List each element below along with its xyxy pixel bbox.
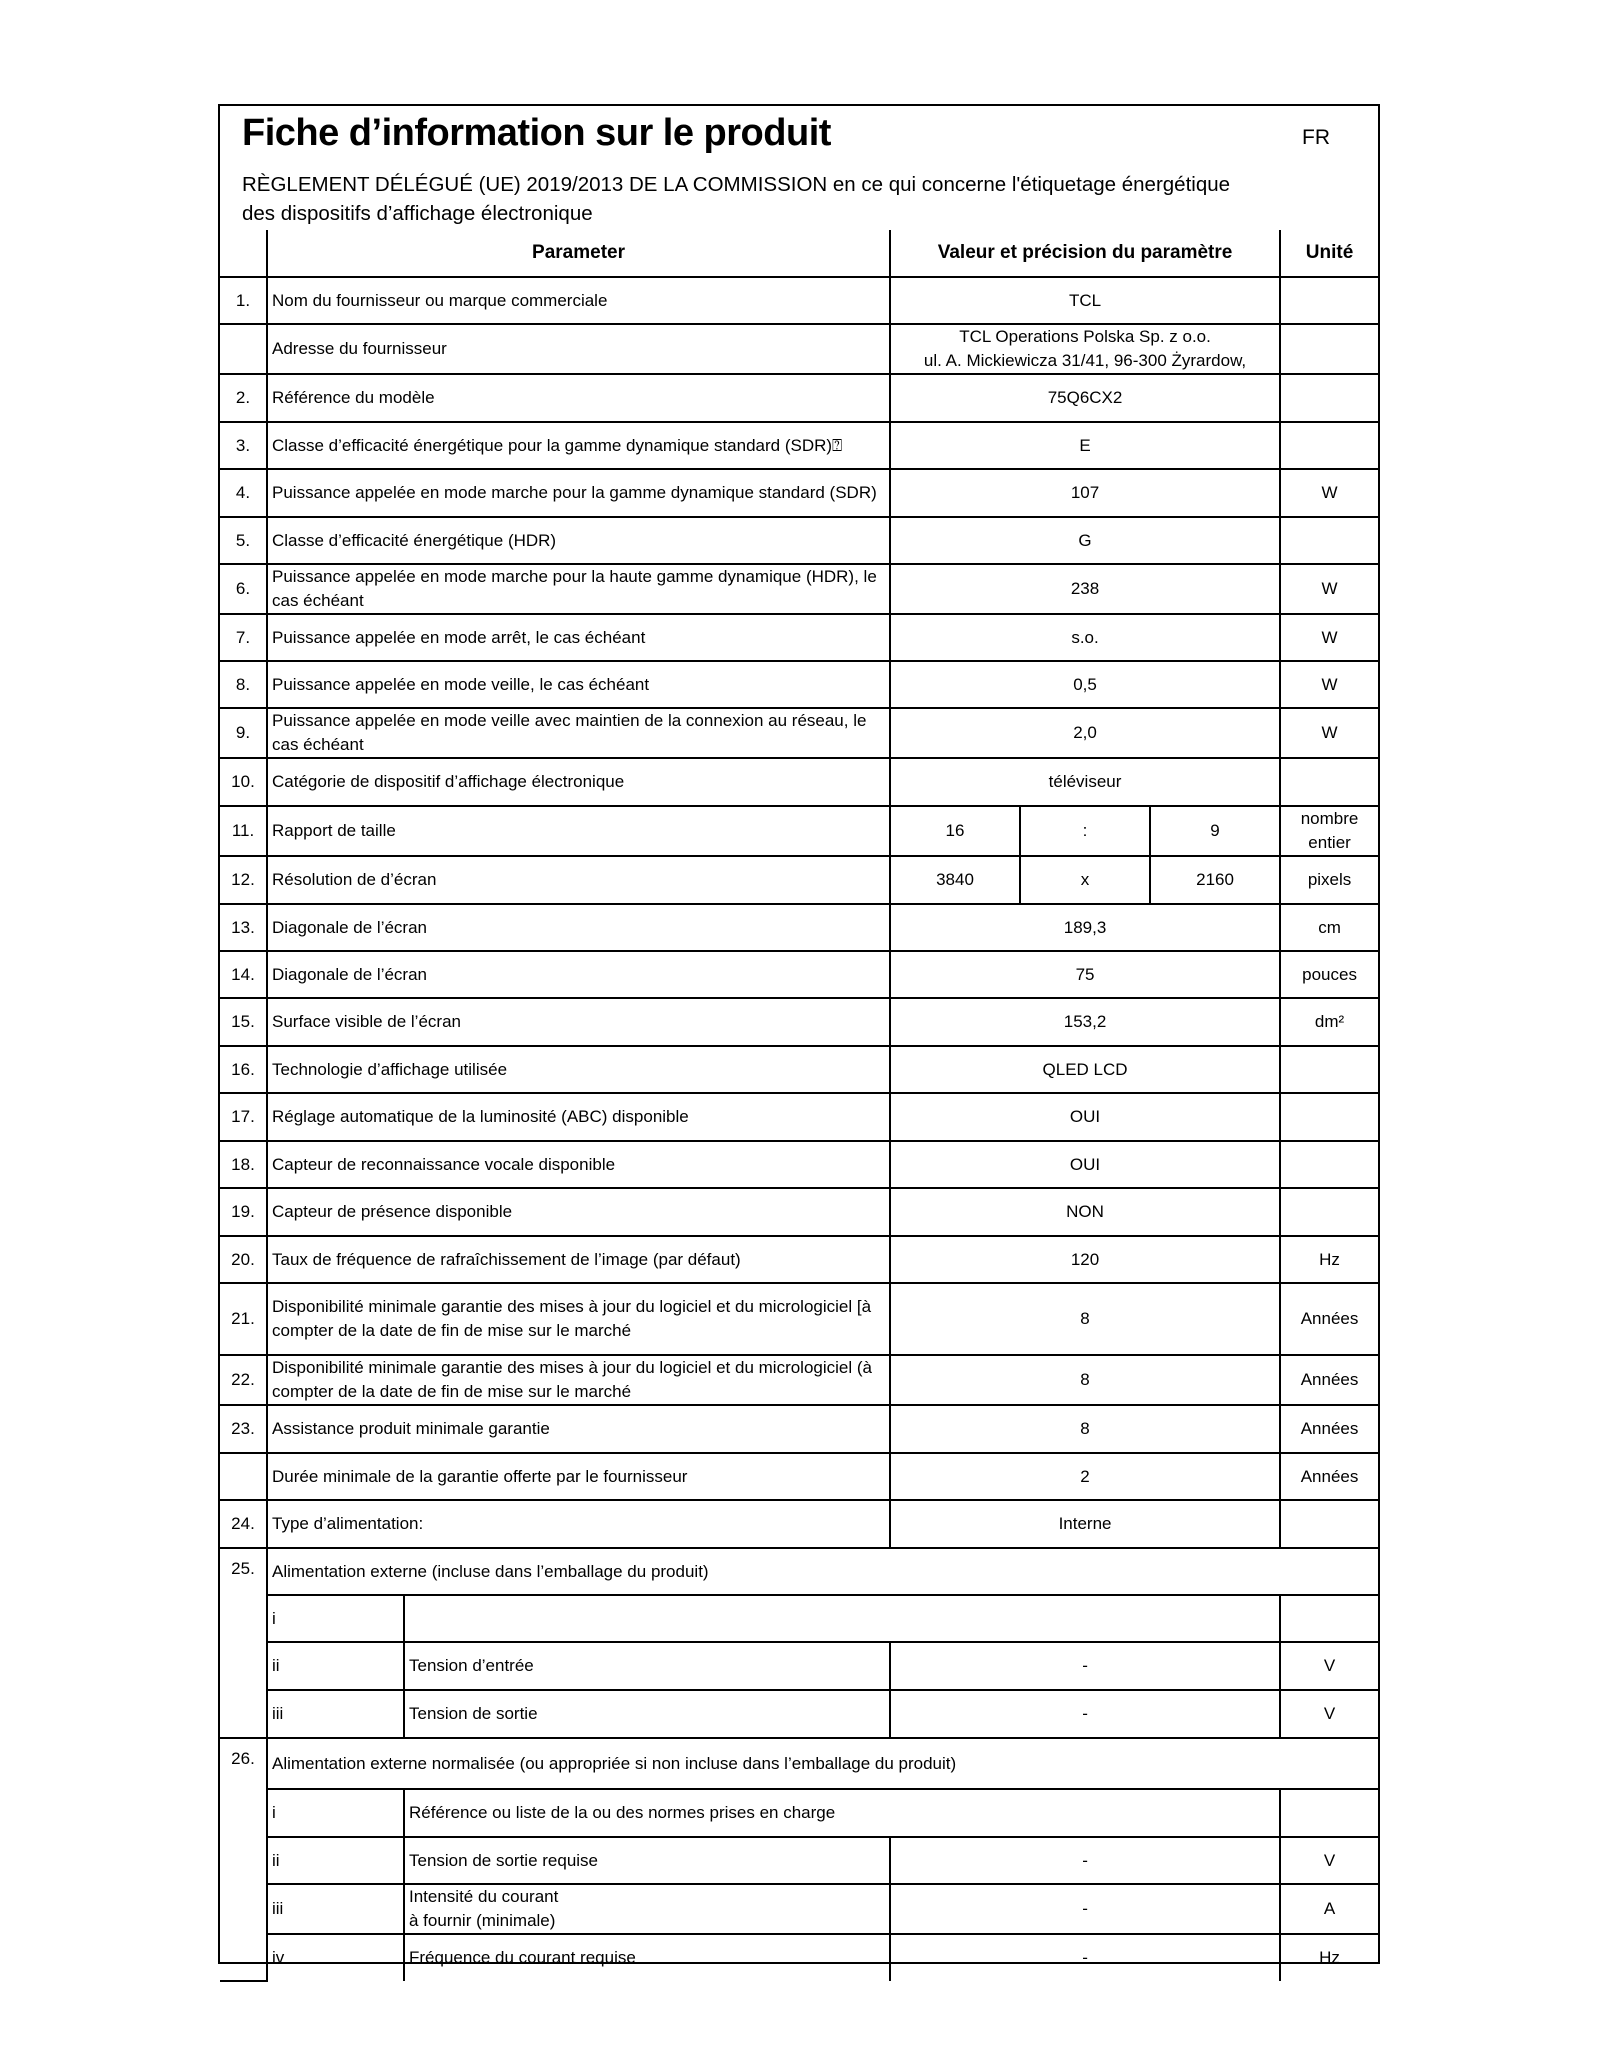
item-unit: V <box>1280 1690 1378 1738</box>
row-unit <box>1280 517 1378 564</box>
table-row <box>220 469 1378 517</box>
table-row <box>220 1046 1378 1093</box>
row-number: 9. <box>220 708 267 758</box>
row-number: 5. <box>220 517 267 564</box>
table-row <box>220 806 1378 856</box>
row-parameter: Puissance appelée en mode veille, le cas échéant <box>267 661 890 708</box>
item-unit <box>1280 1789 1378 1837</box>
table-row <box>220 517 1378 564</box>
item-unit: A <box>1280 1884 1378 1934</box>
row-value-separator: x <box>1020 856 1150 904</box>
table-row <box>220 904 1378 951</box>
header-parameter: Parameter <box>267 230 890 277</box>
table-row <box>220 1188 1378 1236</box>
row-value-a: 3840 <box>890 856 1020 904</box>
row-unit <box>1280 1141 1378 1188</box>
item-index: i <box>267 1595 404 1642</box>
row-parameter: Classe d’efficacité énergétique (HDR) <box>267 517 890 564</box>
row-value: TCL <box>890 277 1280 324</box>
row-unit <box>1280 1500 1378 1548</box>
row-parameter: Puissance appelée en mode veille avec maintien de la connexion au réseau, le cas échéant <box>267 708 890 758</box>
row-unit <box>1280 1188 1378 1236</box>
row-value-separator: : <box>1020 806 1150 856</box>
section-title: Alimentation externe normalisée (ou appropriée si non incluse dans l’emballage du produit) <box>267 1738 1378 1789</box>
row-value: QLED LCD <box>890 1046 1280 1093</box>
table-row <box>220 277 1378 324</box>
table-row <box>220 1884 1378 1934</box>
product-information-sheet <box>218 104 1380 1967</box>
row-value: NON <box>890 1188 1280 1236</box>
table-row <box>220 1141 1378 1188</box>
table-row <box>220 661 1378 708</box>
row-parameter: Puissance appelée en mode marche pour la haute gamme dynamique (HDR), le cas échéant <box>267 564 890 614</box>
row-parameter: Disponibilité minimale garantie des mises à jour du logiciel et du micrologiciel (à compter de la date de fin de mise sur le marché <box>267 1355 890 1405</box>
row-parameter: Rapport de taille <box>267 806 890 856</box>
page-title: Fiche d’information sur le produit <box>242 112 831 154</box>
table-row <box>220 758 1378 806</box>
row-parameter: Catégorie de dispositif d’affichage électronique <box>267 758 890 806</box>
row-unit: W <box>1280 708 1378 758</box>
table-row <box>220 374 1378 422</box>
row-parameter: Disponibilité minimale garantie des mises à jour du logiciel et du micrologiciel [à compter de la date de fin de mise sur le marché <box>267 1283 890 1355</box>
row-unit: W <box>1280 564 1378 614</box>
table-row <box>220 422 1378 469</box>
row-parameter: Surface visible de l’écran <box>267 998 890 1046</box>
row-number: 2. <box>220 374 267 422</box>
row-parameter: Adresse du fournisseur <box>267 324 890 374</box>
row-parameter: Résolution de d’écran <box>267 856 890 904</box>
row-number: 18. <box>220 1141 267 1188</box>
table-row <box>220 1690 1378 1738</box>
row-value: 238 <box>890 564 1280 614</box>
row-unit: pouces <box>1280 951 1378 998</box>
item-parameter: Fréquence du courant requise <box>404 1934 890 1981</box>
row-unit: W <box>1280 661 1378 708</box>
row-parameter: Type d’alimentation: <box>267 1500 890 1548</box>
table-row <box>220 1283 1378 1355</box>
table-row <box>220 1789 1378 1837</box>
table-row <box>220 708 1378 758</box>
row-number: 17. <box>220 1093 267 1141</box>
item-value: - <box>890 1934 1280 1981</box>
header-num-cell <box>220 230 267 277</box>
table-row <box>220 1093 1378 1141</box>
row-parameter: Capteur de présence disponible <box>267 1188 890 1236</box>
row-parameter: Classe d’efficacité énergétique pour la gamme dynamique standard (SDR)⍰ <box>267 422 890 469</box>
table-row <box>220 1837 1378 1884</box>
row-value: OUI <box>890 1093 1280 1141</box>
row-value-a: 16 <box>890 806 1020 856</box>
item-index: iii <box>267 1884 404 1934</box>
row-value: 75 <box>890 951 1280 998</box>
row-unit <box>1280 1093 1378 1141</box>
regulation-subtitle: RÈGLEMENT DÉLÉGUÉ (UE) 2019/2013 DE LA COMMISSION en ce qui concerne l'étiquetage énergétique des dispositifs d’affichage électronique <box>242 173 1231 225</box>
item-unit <box>1280 1595 1378 1642</box>
row-unit: nombre entier <box>1280 806 1378 856</box>
row-unit <box>1280 324 1378 374</box>
item-parameter: Référence ou liste de la ou des normes prises en charge <box>404 1789 1280 1837</box>
table-row <box>220 1738 1378 1789</box>
row-number: 12. <box>220 856 267 904</box>
row-value: Interne <box>890 1500 1280 1548</box>
row-unit <box>1280 422 1378 469</box>
row-parameter: Durée minimale de la garantie offerte par le fournisseur <box>267 1453 890 1500</box>
table-row <box>220 1595 1378 1642</box>
item-parameter: Tension de sortie <box>404 1690 890 1738</box>
item-parameter <box>404 1595 1280 1642</box>
row-value: 2 <box>890 1453 1280 1500</box>
row-value: 75Q6CX2 <box>890 374 1280 422</box>
row-parameter: Référence du modèle <box>267 374 890 422</box>
language-code: FR <box>1302 126 1330 149</box>
row-number: 6. <box>220 564 267 614</box>
row-parameter: Assistance produit minimale garantie <box>267 1405 890 1453</box>
row-value: 8 <box>890 1283 1280 1355</box>
table-row <box>220 1642 1378 1690</box>
table-row <box>220 998 1378 1046</box>
row-value: TCL Operations Polska Sp. z o.o. ul. A. Mickiewicza 31/41, 96-300 Żyrardow, <box>890 324 1280 374</box>
row-unit <box>1280 374 1378 422</box>
row-number: 7. <box>220 614 267 661</box>
section-number: 25. <box>220 1548 267 1738</box>
table-row <box>220 1934 1378 1981</box>
item-unit: V <box>1280 1837 1378 1884</box>
row-value: 189,3 <box>890 904 1280 951</box>
row-parameter: Réglage automatique de la luminosité (ABC) disponible <box>267 1093 890 1141</box>
item-parameter: Intensité du courant à fournir (minimale) <box>404 1884 890 1934</box>
row-value: 8 <box>890 1405 1280 1453</box>
row-parameter: Puissance appelée en mode arrêt, le cas échéant <box>267 614 890 661</box>
row-unit: W <box>1280 469 1378 517</box>
row-number: 21. <box>220 1283 267 1355</box>
row-unit: dm² <box>1280 998 1378 1046</box>
item-unit: V <box>1280 1642 1378 1690</box>
row-value: 153,2 <box>890 998 1280 1046</box>
row-number: 22. <box>220 1355 267 1405</box>
item-index: ii <box>267 1642 404 1690</box>
row-number: 1. <box>220 277 267 324</box>
table-row <box>220 614 1378 661</box>
item-value: - <box>890 1884 1280 1934</box>
row-value: E <box>890 422 1280 469</box>
row-parameter: Capteur de reconnaissance vocale disponible <box>267 1141 890 1188</box>
spec-table <box>220 230 1378 1982</box>
item-value: - <box>890 1837 1280 1884</box>
table-row <box>220 1355 1378 1405</box>
table-row <box>220 1405 1378 1453</box>
row-value: téléviseur <box>890 758 1280 806</box>
row-number: 13. <box>220 904 267 951</box>
row-value: 2,0 <box>890 708 1280 758</box>
row-unit: Années <box>1280 1405 1378 1453</box>
section-title: Alimentation externe (incluse dans l’emballage du produit) <box>267 1548 1378 1595</box>
section-number: 26. <box>220 1738 267 1981</box>
item-index: iii <box>267 1690 404 1738</box>
row-value: OUI <box>890 1141 1280 1188</box>
row-unit <box>1280 277 1378 324</box>
row-number: 19. <box>220 1188 267 1236</box>
row-number: 8. <box>220 661 267 708</box>
row-value: 120 <box>890 1236 1280 1283</box>
sheet-header <box>220 106 1378 230</box>
table-row <box>220 856 1378 904</box>
row-number <box>220 1453 267 1500</box>
row-number: 15. <box>220 998 267 1046</box>
item-index: iv <box>267 1934 404 1981</box>
item-parameter: Tension d’entrée <box>404 1642 890 1690</box>
row-unit: Hz <box>1280 1236 1378 1283</box>
item-value: - <box>890 1690 1280 1738</box>
row-unit: pixels <box>1280 856 1378 904</box>
table-row <box>220 1548 1378 1595</box>
row-number: 20. <box>220 1236 267 1283</box>
row-number: 16. <box>220 1046 267 1093</box>
table-row <box>220 1453 1378 1500</box>
row-parameter: Taux de fréquence de rafraîchissement de l’image (par défaut) <box>267 1236 890 1283</box>
row-number: 4. <box>220 469 267 517</box>
row-number: 10. <box>220 758 267 806</box>
item-parameter: Tension de sortie requise <box>404 1837 890 1884</box>
row-unit <box>1280 758 1378 806</box>
row-unit: Années <box>1280 1283 1378 1355</box>
row-number: 3. <box>220 422 267 469</box>
header-unit: Unité <box>1280 230 1378 277</box>
table-row <box>220 951 1378 998</box>
row-number: 14. <box>220 951 267 998</box>
row-unit: Années <box>1280 1355 1378 1405</box>
row-value: 0,5 <box>890 661 1280 708</box>
table-row <box>220 1236 1378 1283</box>
header-value: Valeur et précision du paramètre <box>890 230 1280 277</box>
row-unit: W <box>1280 614 1378 661</box>
row-value-b: 9 <box>1150 806 1280 856</box>
row-value-b: 2160 <box>1150 856 1280 904</box>
row-unit <box>1280 1046 1378 1093</box>
item-index: ii <box>267 1837 404 1884</box>
table-row <box>220 230 1378 277</box>
row-unit: Années <box>1280 1453 1378 1500</box>
row-value: G <box>890 517 1280 564</box>
row-number: 11. <box>220 806 267 856</box>
row-number: 23. <box>220 1405 267 1453</box>
row-parameter: Diagonale de l’écran <box>267 904 890 951</box>
item-unit: Hz <box>1280 1934 1378 1981</box>
table-row <box>220 564 1378 614</box>
row-number: 24. <box>220 1500 267 1548</box>
row-number <box>220 324 267 374</box>
row-parameter: Technologie d’affichage utilisée <box>267 1046 890 1093</box>
table-row <box>220 324 1378 374</box>
row-value: 107 <box>890 469 1280 517</box>
row-value: 8 <box>890 1355 1280 1405</box>
row-value: s.o. <box>890 614 1280 661</box>
row-parameter: Diagonale de l’écran <box>267 951 890 998</box>
row-parameter: Nom du fournisseur ou marque commerciale <box>267 277 890 324</box>
item-index: i <box>267 1789 404 1837</box>
row-parameter: Puissance appelée en mode marche pour la gamme dynamique standard (SDR) <box>267 469 890 517</box>
item-value: - <box>890 1642 1280 1690</box>
table-row <box>220 1500 1378 1548</box>
row-unit: cm <box>1280 904 1378 951</box>
